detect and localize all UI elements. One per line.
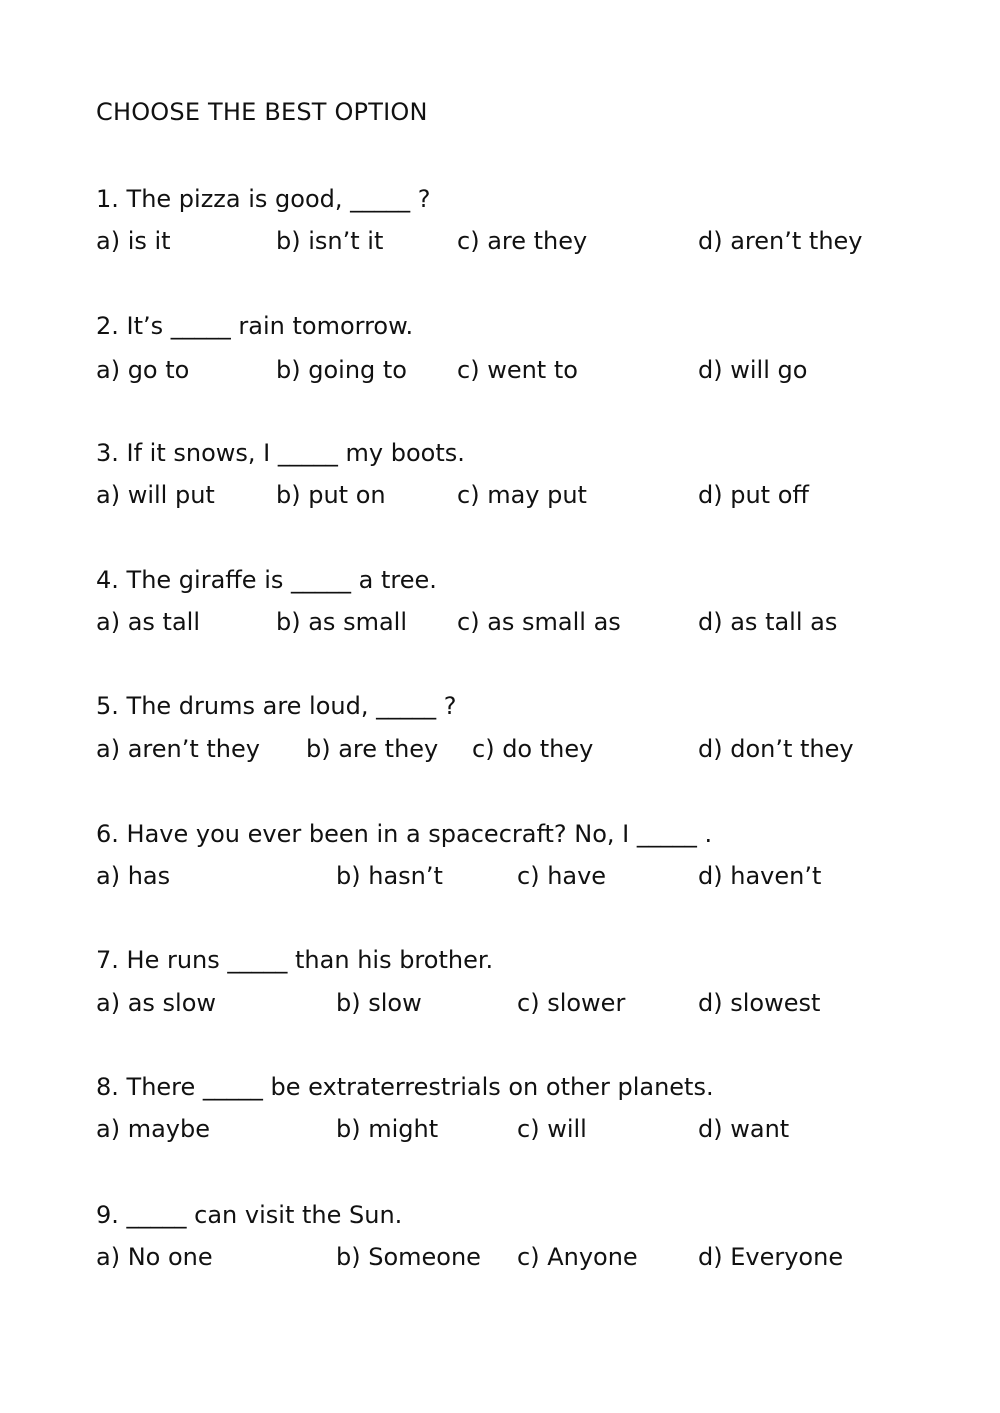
question-4-text: 4. The giraffe is _____ a tree. (96, 566, 437, 594)
question-5-option-a[interactable]: a) aren’t they (96, 735, 260, 763)
question-3-option-a[interactable]: a) will put (96, 481, 215, 509)
question-1-option-c[interactable]: c) are they (457, 227, 588, 255)
question-6-text: 6. Have you ever been in a spacecraft? No, I _____ . (96, 820, 713, 848)
question-5-option-b[interactable]: b) are they (306, 735, 439, 763)
question-2-option-a[interactable]: a) go to (96, 356, 190, 384)
question-7-option-b[interactable]: b) slow (336, 989, 422, 1017)
question-8-option-c[interactable]: c) will (517, 1115, 587, 1143)
question-5-text: 5. The drums are loud, _____ ? (96, 692, 457, 720)
question-4-option-c[interactable]: c) as small as (457, 608, 621, 636)
question-2-text: 2. It’s _____ rain tomorrow. (96, 312, 414, 340)
question-4-option-d[interactable]: d) as tall as (698, 608, 838, 636)
question-4-option-b[interactable]: b) as small (276, 608, 407, 636)
question-9-option-a[interactable]: a) No one (96, 1243, 213, 1271)
question-5-option-d[interactable]: d) don’t they (698, 735, 854, 763)
question-6-option-c[interactable]: c) have (517, 862, 607, 890)
question-9-text: 9. _____ can visit the Sun. (96, 1201, 403, 1229)
question-6-option-d[interactable]: d) haven’t (698, 862, 822, 890)
question-6-option-b[interactable]: b) hasn’t (336, 862, 443, 890)
question-7-option-d[interactable]: d) slowest (698, 989, 821, 1017)
question-9-option-c[interactable]: c) Anyone (517, 1243, 638, 1271)
question-3-text: 3. If it snows, I _____ my boots. (96, 439, 465, 467)
question-1-option-d[interactable]: d) aren’t they (698, 227, 863, 255)
question-2-option-b[interactable]: b) going to (276, 356, 407, 384)
question-4-option-a[interactable]: a) as tall (96, 608, 200, 636)
question-8-text: 8. There _____ be extraterrestrials on other planets. (96, 1073, 714, 1101)
question-9-option-d[interactable]: d) Everyone (698, 1243, 844, 1271)
worksheet-title: CHOOSE THE BEST OPTION (96, 98, 428, 126)
question-7-text: 7. He runs _____ than his brother. (96, 946, 494, 974)
question-1-option-b[interactable]: b) isn’t it (276, 227, 384, 255)
question-6-option-a[interactable]: a) has (96, 862, 171, 890)
question-8-option-d[interactable]: d) want (698, 1115, 790, 1143)
question-7-option-c[interactable]: c) slower (517, 989, 626, 1017)
question-8-option-a[interactable]: a) maybe (96, 1115, 210, 1143)
question-3-option-d[interactable]: d) put off (698, 481, 809, 509)
question-5-option-c[interactable]: c) do they (472, 735, 594, 763)
question-2-option-d[interactable]: d) will go (698, 356, 808, 384)
question-8-option-b[interactable]: b) might (336, 1115, 439, 1143)
question-1-option-a[interactable]: a) is it (96, 227, 171, 255)
question-9-option-b[interactable]: b) Someone (336, 1243, 481, 1271)
question-1-text: 1. The pizza is good, _____ ? (96, 185, 431, 213)
question-3-option-b[interactable]: b) put on (276, 481, 386, 509)
question-3-option-c[interactable]: c) may put (457, 481, 587, 509)
question-2-option-c[interactable]: c) went to (457, 356, 578, 384)
question-7-option-a[interactable]: a) as slow (96, 989, 217, 1017)
